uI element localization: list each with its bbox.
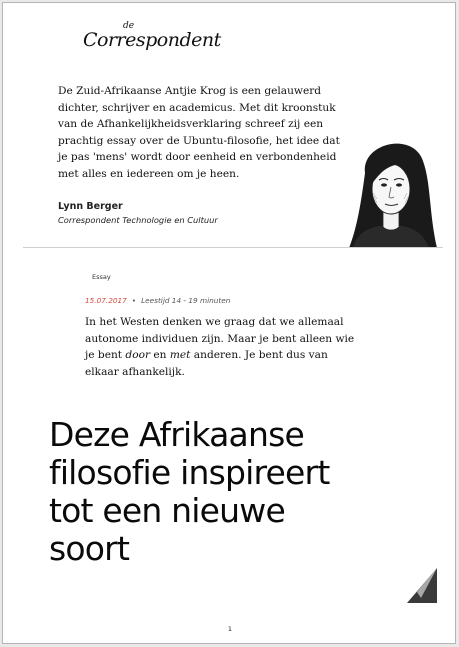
article-meta (85, 296, 230, 305)
article-title: Deze Afrikaanse filosofie inspireert tot een nieuwe soort (49, 415, 330, 568)
reading-time: Leestijd 14 - 19 minuten (141, 296, 231, 305)
article-date: 15.07.2017 (85, 296, 127, 305)
lead-text-3: anderen. Je bent dus van elkaar afhankelijk. (85, 349, 328, 378)
author-name: Lynn Berger (58, 201, 123, 212)
author-role: Correspondent Technologie en Cultuur (58, 215, 218, 225)
author-portrait-illustration (343, 133, 439, 248)
lead-emphasis-door: door (125, 349, 151, 361)
page-number: 1 (227, 625, 233, 633)
de-correspondent-logo[interactable] (83, 21, 221, 55)
meta-separator: • (131, 296, 137, 305)
document-page (2, 2, 456, 644)
intro-paragraph: De Zuid-Afrikaanse Antjie Krog is een gelauwerd dichter, schrijver en academicus. Met dit kroonstuk van de Afhankelijkheidsverklaring schreef zij een prachtig essay over de Ubuntu-filosofie, het idee dat je pas 'mens' wordt door eenheid en verbondenheid met alles en iedereen om je heen. (58, 85, 340, 180)
logo-wordmark: Correspondent (83, 29, 221, 51)
lead-text-1: In het Westen denken we graag dat we allemaal autonome individuen zijn. Maar je bent alleen wie je bent (85, 316, 355, 361)
article-lead (85, 314, 355, 380)
lead-text-2: en (150, 349, 170, 361)
page-curl-corner-icon (407, 568, 437, 603)
logo-de-text: de (123, 21, 135, 31)
lead-emphasis-met: met (169, 349, 191, 361)
section-divider (23, 247, 443, 248)
article-label: Essay (92, 273, 111, 281)
